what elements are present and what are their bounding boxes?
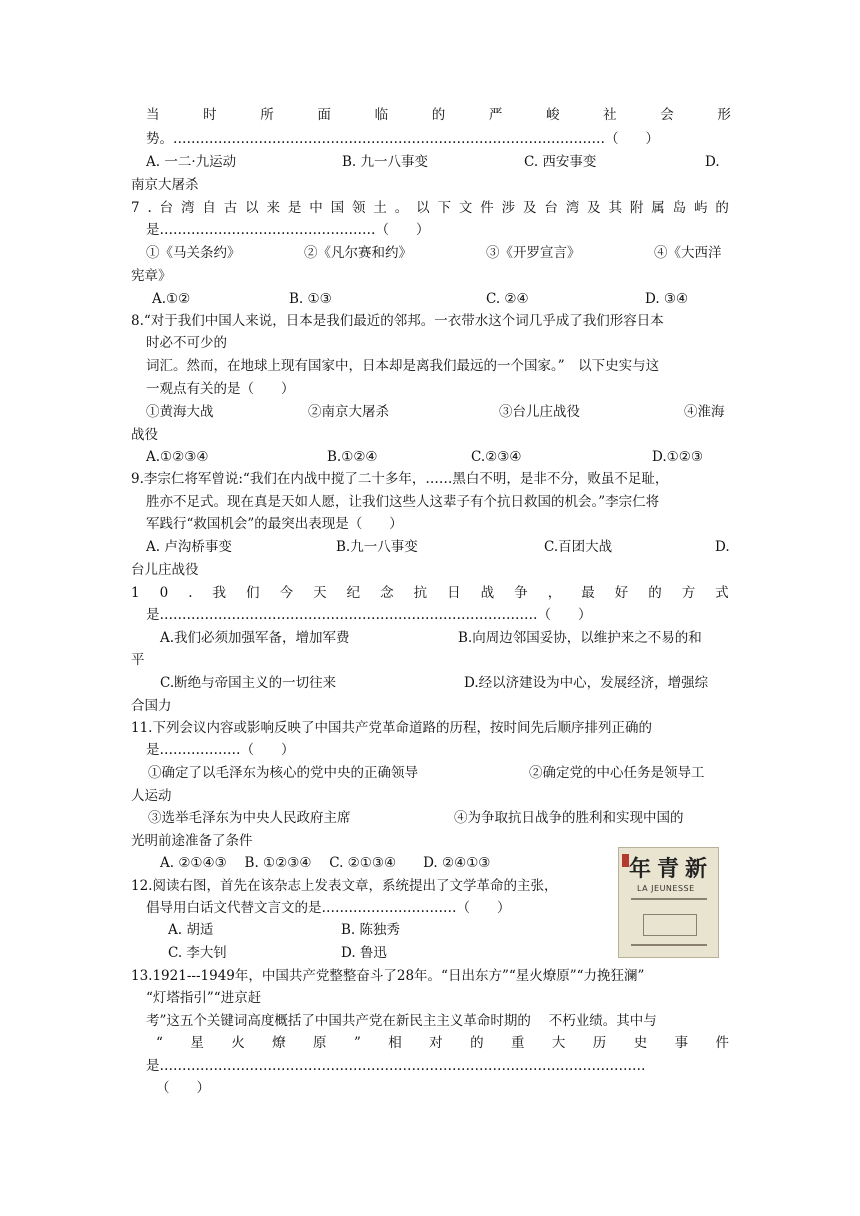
justified-char: 历 xyxy=(592,1035,607,1051)
option-b: B.九一八事变 xyxy=(336,539,418,555)
justified-char: 严 xyxy=(488,107,503,123)
justified-char: 以 xyxy=(416,200,430,216)
justified-char: 峻 xyxy=(545,107,560,123)
option-b: B. ①③ xyxy=(289,291,332,307)
option-a: A.①② xyxy=(152,291,191,307)
justified-char: 件 xyxy=(480,200,494,216)
justified-char: 们 xyxy=(246,585,260,601)
item-3: ③台儿庄战役 xyxy=(499,404,580,420)
cover-rule xyxy=(631,898,707,900)
justified-char: 时 xyxy=(203,107,217,123)
q8-stem-3: 词汇。然而，在地球上现有国家中，日本却是离我们最远的一个国家。” 以下史实与这 xyxy=(146,358,660,374)
item-2: ②确定党的中心任务是领导工 xyxy=(529,765,705,781)
q11-stem-1: 11.下列会议内容或影响反映了中国共产党革命道路的历程，按时间先后顺序排列正确的 xyxy=(131,720,652,736)
justified-char: 土 xyxy=(373,200,387,216)
justified-char: 念 xyxy=(380,585,394,601)
justified-char: 来 xyxy=(266,200,281,216)
q8-item-4-tail: 战役 xyxy=(131,427,158,443)
justified-char: 会 xyxy=(660,107,674,123)
justified-char: 纪 xyxy=(346,585,361,601)
justified-char: 湾 xyxy=(565,200,580,216)
item-1: ①《马关条约》 xyxy=(146,245,241,261)
option-d: D. 鲁迅 xyxy=(341,945,387,961)
option-c: C. 西安事变 xyxy=(524,154,597,170)
justified-char: 0 xyxy=(159,585,169,601)
option-c: C.②③④ xyxy=(471,449,522,465)
q11-stem-2: 是………………（ ） xyxy=(146,742,295,758)
q13-stem-3: 考”这五个关键词高度概括了中国共产党在新民主主义革命时期的 不朽业绩。其中与 xyxy=(146,1013,657,1029)
justified-char: 日 xyxy=(447,585,461,601)
item-1: ①黄海大战 xyxy=(146,404,214,420)
q8-stem-2: 时必不可少的 xyxy=(146,335,227,351)
option-b: B.①②④ xyxy=(327,449,378,465)
justified-char: 火 xyxy=(231,1035,245,1051)
option-a: A.我们必须加强军备，增加军费 xyxy=(160,630,350,646)
item-2: ②《凡尔赛和约》 xyxy=(304,245,412,261)
justified-char: 原 xyxy=(313,1035,327,1051)
q11-item-2-tail: 人运动 xyxy=(131,788,172,804)
cover-rule xyxy=(631,944,707,946)
justified-char: “ xyxy=(156,1035,163,1051)
justified-char: 抗 xyxy=(413,585,428,601)
justified-char: 及 xyxy=(523,200,537,216)
q7-stem-tail: 是…………………………………………（ ） xyxy=(146,222,430,238)
option-c: C.断绝与帝国主义的一切往来 xyxy=(160,675,337,691)
option-c: C. 李大钊 xyxy=(168,945,227,961)
justified-char: 大 xyxy=(551,1035,566,1051)
justified-char: 及 xyxy=(587,200,601,216)
justified-char: 件 xyxy=(715,1035,729,1051)
option-d: D. xyxy=(705,154,720,170)
q8-stem-1: 8.“对于我们中国人来说，日本是我们最近的邻邦。一衣带水这个词几乎成了我们形容日本 xyxy=(131,313,664,329)
q13-stem-4 xyxy=(156,1034,729,1052)
justified-char: 国 xyxy=(330,200,345,216)
justified-char: 最 xyxy=(581,585,595,601)
justified-char: 的 xyxy=(715,200,729,216)
q10-stem xyxy=(131,584,729,602)
justified-char: 属 xyxy=(651,200,665,216)
justified-char: 当 xyxy=(146,107,160,123)
justified-char: 星 xyxy=(190,1035,204,1051)
justified-char: 其 xyxy=(608,200,623,216)
q11-item-4-tail: 光明前途准备了条件 xyxy=(131,833,253,849)
red-seal-mark xyxy=(622,854,629,867)
justified-char: 台 xyxy=(544,200,558,216)
q6-option-d-text: 南京大屠杀 xyxy=(131,177,199,193)
justified-char: 的 xyxy=(470,1035,484,1051)
q6-context-line xyxy=(146,106,731,124)
q9-stem-3: 军践行“救国机会”的最突出表现是（ ） xyxy=(146,516,403,532)
justified-char: 。 xyxy=(394,200,409,216)
justified-char: 相 xyxy=(388,1035,402,1051)
justified-char: 社 xyxy=(603,107,617,123)
q13-answer-bracket: （ ） xyxy=(156,1080,210,1096)
option-d: D.经以济建设为中心，发展经济，增强综 xyxy=(464,675,709,691)
justified-char: 形 xyxy=(717,107,731,123)
q9-option-d-text: 台儿庄战役 xyxy=(131,562,199,578)
justified-char: 湾 xyxy=(181,200,195,216)
q9-stem-2: 胜亦不足式。现在真是天如人愿，让我们这些人这辈子有个抗日救国的机会。”李宗仁将 xyxy=(146,494,660,510)
magazine-cover-image xyxy=(618,847,719,958)
q7-stem xyxy=(131,199,729,217)
justified-char: 岛 xyxy=(672,200,687,216)
option-d: D. xyxy=(715,539,730,555)
item-4: ④为争取抗日战争的胜利和实现中国的 xyxy=(454,810,684,826)
justified-char: 古 xyxy=(223,200,238,216)
option-b: B. 陈独秀 xyxy=(341,922,401,938)
justified-char: 天 xyxy=(313,585,327,601)
justified-char: 涉 xyxy=(501,200,516,216)
justified-char: 中 xyxy=(309,200,323,216)
justified-char: 1 xyxy=(131,585,140,601)
q12-stem-2: 倡导用白话文代替文言文的是…………………………（ ） xyxy=(146,900,511,916)
option-a: A. 一二·九运动 xyxy=(146,154,237,170)
item-4: ④淮海 xyxy=(684,404,725,420)
justified-char: 我 xyxy=(212,585,227,601)
q11-options: A. ②①④③ B. ①②③④ C. ②①③④ D. ②④①③ xyxy=(160,855,491,871)
q10-stem-tail: 是…………………………………………………………………………（ ） xyxy=(146,607,592,623)
justified-char: 的 xyxy=(431,107,446,123)
magazine-title: 年青新 xyxy=(629,857,714,882)
item-3: ③选举毛泽东为中央人民政府主席 xyxy=(148,810,351,826)
justified-char: 所 xyxy=(260,107,274,123)
justified-char: 屿 xyxy=(694,200,708,216)
justified-char: 面 xyxy=(317,107,331,123)
q13-stem-2: “灯塔指引”“进京赶 xyxy=(146,990,262,1006)
cover-box xyxy=(643,914,697,936)
justified-char: 下 xyxy=(437,200,452,216)
q12-stem-1: 12.阅读右图，首先在该杂志上发表文章，系统提出了文学革命的主张， xyxy=(131,878,558,894)
justified-char: 7 xyxy=(131,200,140,216)
option-d: D.①②③ xyxy=(652,449,703,465)
option-b: B.向周边邻国妥协，以维护来之不易的和 xyxy=(458,630,702,646)
option-c: C.百团大战 xyxy=(544,539,613,555)
justified-char: 燎 xyxy=(272,1035,286,1051)
option-a: A. 卢沟桥事变 xyxy=(146,539,232,555)
justified-char: 的 xyxy=(648,585,662,601)
magazine-subtitle: LA JEUNESSE xyxy=(637,884,695,893)
justified-char: 文 xyxy=(458,200,473,216)
justified-char: ” xyxy=(353,1035,361,1051)
justified-char: 事 xyxy=(674,1035,689,1051)
justified-char: 自 xyxy=(202,200,216,216)
justified-char: 领 xyxy=(352,200,366,216)
q7-item-4-tail: 宪章》 xyxy=(131,268,172,284)
justified-char: 临 xyxy=(374,107,389,123)
item-4: ④《大西洋 xyxy=(654,245,722,261)
q8-stem-4: 一观点有关的是（ ） xyxy=(146,381,295,397)
justified-char: . xyxy=(188,585,193,601)
justified-char: 附 xyxy=(629,200,644,216)
q13-stem-5: 是……………………………………………………………………………………………… xyxy=(146,1058,646,1074)
justified-char: 方 xyxy=(681,585,696,601)
option-a: A.①②③④ xyxy=(146,449,209,465)
justified-char: 争 xyxy=(514,585,528,601)
justified-char: 台 xyxy=(159,200,174,216)
q13-stem-1: 13.1921---1949年，中国共产党整整奋斗了28年。“日出东方”“星火燎原”“力挽狂澜” xyxy=(131,968,645,984)
justified-char: 史 xyxy=(633,1035,648,1051)
item-3: ③《开罗宣言》 xyxy=(486,245,581,261)
justified-char: 对 xyxy=(429,1035,443,1051)
justified-char: 今 xyxy=(279,585,294,601)
item-1: ①确定了以毛泽东为核心的党中央的正确领导 xyxy=(148,765,418,781)
item-2: ②南京大屠杀 xyxy=(308,404,389,420)
q10-option-d-tail: 合国力 xyxy=(131,698,172,714)
justified-char: 重 xyxy=(510,1035,525,1051)
justified-char: 好 xyxy=(614,585,629,601)
justified-char: 战 xyxy=(480,585,495,601)
option-c: C. ②④ xyxy=(486,291,529,307)
q6-stem-tail: 势。……………………………………………………………………………………（ ） xyxy=(146,131,659,147)
option-b: B. 九一八事变 xyxy=(342,154,429,170)
option-a: A. 胡适 xyxy=(168,922,214,938)
justified-char: ， xyxy=(547,585,562,601)
q9-stem-1: 9.李宗仁将军曾说:“我们在内战中搅了二十多年，……黑白不明，是非不分，败虽不足耻， xyxy=(131,471,669,487)
q10-option-b-tail: 平 xyxy=(131,652,145,668)
justified-char: . xyxy=(147,200,152,216)
justified-char: 式 xyxy=(715,585,729,601)
option-d: D. ③④ xyxy=(645,291,689,307)
justified-char: 是 xyxy=(287,200,302,216)
justified-char: 以 xyxy=(245,200,259,216)
